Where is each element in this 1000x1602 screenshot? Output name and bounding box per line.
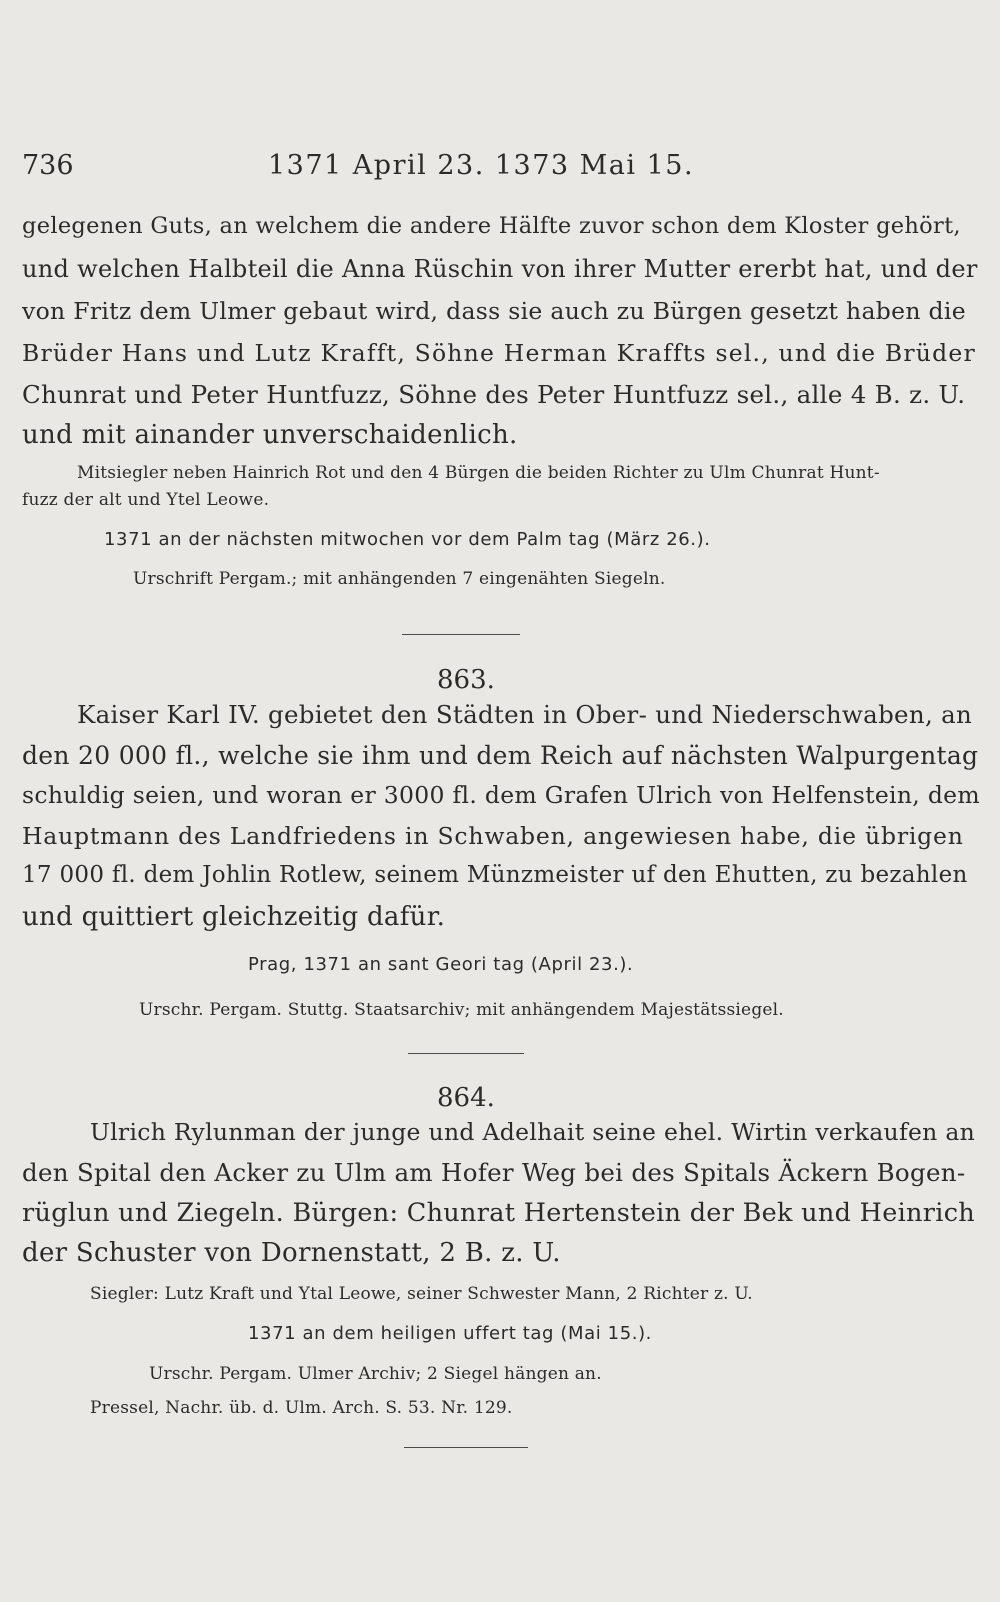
page-number: 736 xyxy=(22,150,74,181)
continuation-line: Chunrat und Peter Huntfuzz, Söhne des Peter Huntfuzz sel., alle 4 B. z. U. xyxy=(22,380,966,409)
source-note: Urschr. Pergam. Ulmer Archiv; 2 Siegel hängen an. xyxy=(149,1364,602,1384)
entry-text-line: und quittiert gleichzeitig dafür. xyxy=(22,902,446,932)
entry-date: 1371 an dem heiligen uffert tag (Mai 15.). xyxy=(248,1323,653,1344)
entry-number: 864. xyxy=(437,1083,495,1113)
entry-text-line: rüglun und Ziegeln. Bürgen: Chunrat Hertenstein der Bek und Heinrich xyxy=(22,1198,976,1228)
continuation-line: von Fritz dem Ulmer gebaut wird, dass sie auch zu Bürgen gesetzt haben die xyxy=(22,297,966,325)
entry-text-line: Ulrich Rylunman der junge und Adelhait seine ehel. Wirtin verkaufen an xyxy=(90,1118,976,1146)
entry-text-line: Hauptmann des Landfriedens in Schwaben, angewiesen habe, die übrigen xyxy=(22,822,964,850)
entry-text-line: der Schuster von Dornenstatt, 2 B. z. U. xyxy=(22,1238,561,1268)
continuation-line: und mit ainander unverschaidenlich. xyxy=(22,420,518,450)
entry-date: Prag, 1371 an sant Geori tag (April 23.). xyxy=(248,954,634,975)
continuation-line: und welchen Halbteil die Anna Rüschin von ihrer Mutter ererbt hat, und der xyxy=(22,255,978,283)
divider xyxy=(404,1447,528,1448)
entry-text-line: schuldig seien, und woran er 3000 fl. dem Grafen Ulrich von Helfenstein, dem xyxy=(22,781,980,809)
running-title: 1371 April 23. 1373 Mai 15. xyxy=(268,150,695,181)
sealers-note: Mitsiegler neben Hainrich Rot und den 4 Bürgen die beiden Richter zu Ulm Chunrat Hunt- xyxy=(77,463,880,483)
entry-text-line: 17 000 fl. dem Johlin Rotlew, seinem Münzmeister uf den Ehutten, zu bezahlen xyxy=(22,862,968,888)
entry-number: 863. xyxy=(437,665,495,695)
entry-date: 1371 an der nächsten mitwochen vor dem Palm tag (März 26.). xyxy=(104,529,711,550)
source-note: Urschrift Pergam.; mit anhängenden 7 eingenähten Siegeln. xyxy=(133,569,666,589)
divider xyxy=(402,634,520,635)
sealers-note: Siegler: Lutz Kraft und Ytal Leowe, seiner Schwester Mann, 2 Richter z. U. xyxy=(90,1284,753,1304)
continuation-line: Brüder Hans und Lutz Krafft, Söhne Herman Kraffts sel., und die Brüder xyxy=(22,339,976,367)
sealers-note: fuzz der alt und Ytel Leowe. xyxy=(22,490,270,510)
reference-note: Pressel, Nachr. üb. d. Ulm. Arch. S. 53. Nr. 129. xyxy=(90,1398,513,1418)
divider xyxy=(408,1053,524,1054)
entry-text-line: den Spital den Acker zu Ulm am Hofer Weg bei des Spitals Äckern Bogen- xyxy=(22,1158,966,1187)
entry-text-line: Kaiser Karl IV. gebietet den Städten in Ober- und Niederschwaben, an xyxy=(77,700,973,729)
continuation-line: gelegenen Guts, an welchem die andere Hälfte zuvor schon dem Kloster gehört, xyxy=(22,213,961,239)
entry-text-line: den 20 000 fl., welche sie ihm und dem Reich auf nächsten Walpurgentag xyxy=(22,741,979,770)
source-note: Urschr. Pergam. Stuttg. Staatsarchiv; mit anhängendem Majestätssiegel. xyxy=(139,1000,784,1020)
